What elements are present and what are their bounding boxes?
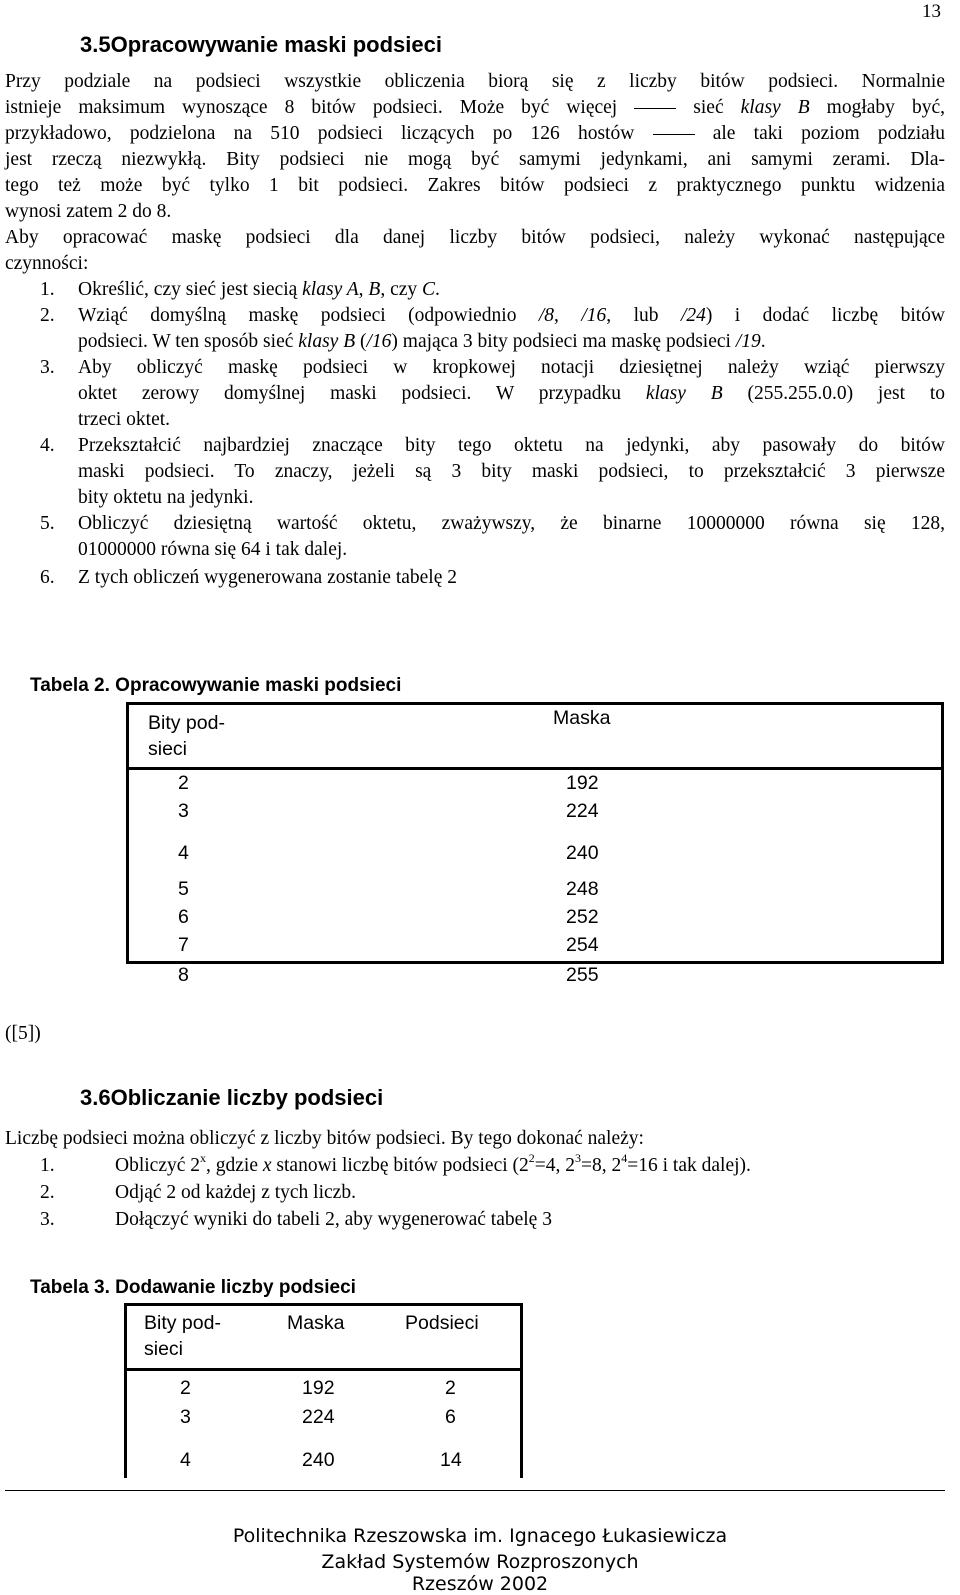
table-2-cell-bits: 4: [178, 842, 189, 864]
step-number: 2.: [40, 1182, 55, 1203]
table-3-header-bits: Bity pod- sieci: [144, 1312, 221, 1360]
step-text: bity oktetu na jedynki.: [78, 487, 254, 508]
step-number: 3.: [40, 357, 55, 378]
table-2-cell-mask: 248: [566, 878, 599, 900]
table-2-cell-bits: 8: [178, 964, 189, 986]
table-2-cell-mask: 255: [566, 964, 599, 986]
table-3-caption: Tabela 3. Dodawanie liczby podsieci: [30, 1277, 356, 1298]
table-3-cell-bits: 3: [180, 1406, 191, 1428]
step-number: 3.: [40, 1209, 55, 1230]
table-3-cell-bits: 4: [180, 1449, 191, 1471]
table-3-cell-subnets: 6: [445, 1406, 456, 1428]
step-text: Określić, czy sieć jest siecią klasy A, B, czy C.: [78, 279, 440, 300]
table-3-cell-mask: 240: [302, 1449, 335, 1471]
step-text: Z tych obliczeń wygenerowana zostanie tabelę 2: [78, 567, 458, 588]
table-2-cell-bits: 3: [178, 800, 189, 822]
step-number: 2.: [40, 305, 55, 326]
step-number: 4.: [40, 435, 55, 456]
table-2-caption: Tabela 2. Opracowywanie maski podsieci: [30, 675, 402, 696]
step-text: maski podsieci. To znaczy, jeżeli są 3 bity maski podsieci, to przekształcić 3 pierwsze: [78, 461, 945, 482]
step-text: Obliczyć dziesiętną wartość oktetu, zważywszy, że binarne 10000000 równa się 128,: [78, 513, 945, 534]
table-2-cell-mask: 224: [566, 800, 599, 822]
table-2-cell-mask: 254: [566, 934, 599, 956]
table-3-cell-mask: 224: [302, 1406, 335, 1428]
footer-department: Zakład Systemów Rozproszonych: [321, 1551, 639, 1573]
step-number: 1.: [40, 279, 55, 300]
text-line: czynności:: [5, 253, 89, 274]
footer-place-year: Rzeszów 2002: [411, 1573, 549, 1595]
section-heading-3-6: 3.6Obliczanie liczby podsieci: [80, 1085, 384, 1110]
step-text: Przekształcić najbardziej znaczące bity tego oktetu na jedynki, aby pasowały do bitów: [78, 435, 945, 456]
section-3-6-intro: Liczbę podsieci można obliczyć z liczby bitów podsieci. By tego dokonać należy:: [5, 1128, 644, 1149]
table-3-cell-mask: 192: [302, 1377, 335, 1399]
table-2-cell-mask: 192: [566, 772, 599, 794]
table-3-header-mask: Maska: [287, 1312, 345, 1334]
text-line: wynosi zatem 2 do 8.: [5, 201, 172, 222]
table-2-cell-bits: 6: [178, 906, 189, 928]
text-line: jest rzeczą niezwykłą. Bity podsieci nie mogą być samymi jedynkami, ani samymi zerami. Dla-: [5, 149, 945, 170]
table-2-header-mask: Maska: [553, 707, 611, 729]
text-line: Przy podziale na podsieci wszystkie obliczenia biorą się z liczby bitów podsieci. Normalnie: [5, 71, 945, 92]
text-line: przykładowo, podzielona na 510 podsieci liczących po 126 hostów ale taki poziom podziału: [5, 123, 945, 144]
table-3-cell-subnets: 2: [445, 1377, 456, 1399]
table-2-header-bits: Bity pod- sieci: [148, 712, 225, 760]
step-text: Obliczyć 2$^x$, gdzie x stanowi liczbę bitów podsieci ($2^2=4$, $2^3=8$, $2^4=16$ i tak dalej).: [115, 1150, 751, 1176]
table-3-cell-subnets: 14: [440, 1449, 462, 1471]
page-number: 13: [922, 1, 941, 22]
table-2-cell-bits: 5: [178, 878, 189, 900]
step-text: trzeci oktet.: [78, 409, 171, 430]
step-text: 01000000 równa się 64 i tak dalej.: [78, 539, 348, 560]
text-line: Aby opracować maskę podsieci dla danej liczby bitów podsieci, należy wykonać następujące: [5, 227, 945, 248]
footer-rule: [5, 1490, 945, 1491]
reference-note: ([5]): [5, 1023, 41, 1044]
step-text: Wziąć domyślną maskę podsieci (odpowiednio /8, /16, lub /24) i dodać liczbę bitów: [78, 305, 946, 326]
step-number: 5.: [40, 513, 55, 534]
footer-institution: Politechnika Rzeszowska im. Ignacego Łukasiewicza: [232, 1525, 728, 1547]
text-line: tego też może być tylko 1 bit podsieci. Zakres bitów podsieci z praktycznego punktu widzenia: [5, 175, 945, 196]
step-text: Odjąć 2 od każdej z tych liczb.: [115, 1182, 356, 1203]
step-text: oktet zerowy domyślnej maski podsieci. W przypadku klasy B (255.255.0.0) jest to: [78, 383, 945, 404]
section-heading-3-5: 3.5Opracowywanie maski podsieci: [80, 32, 442, 57]
table-2-cell-bits: 2: [178, 772, 189, 794]
step-number: 1.: [40, 1155, 55, 1176]
table-2-cell-mask: 240: [566, 842, 599, 864]
step-text: Dołączyć wyniki do tabeli 2, aby wygenerować tabelę 3: [115, 1209, 552, 1230]
text-line: istnieje maksimum wynoszące 8 bitów podsieci. Może być więcej sieć klasy B mogłaby być,: [5, 97, 945, 118]
table-2-cell-mask: 252: [566, 906, 599, 928]
em-dash-rule: [653, 134, 695, 135]
step-number: 6.: [40, 567, 55, 588]
step-text: podsieci. W ten sposób sieć klasy B (/16) mająca 3 bity podsieci ma maskę podsieci /19.: [78, 331, 766, 352]
table-3-cell-bits: 2: [180, 1377, 191, 1399]
step-text: Aby obliczyć maskę podsieci w kropkowej notacji dziesiętnej należy wziąć pierwszy: [78, 357, 945, 378]
table-3-header-subnets: Podsieci: [405, 1312, 479, 1334]
em-dash-rule: [634, 108, 676, 109]
table-2-cell-bits: 7: [178, 934, 189, 956]
